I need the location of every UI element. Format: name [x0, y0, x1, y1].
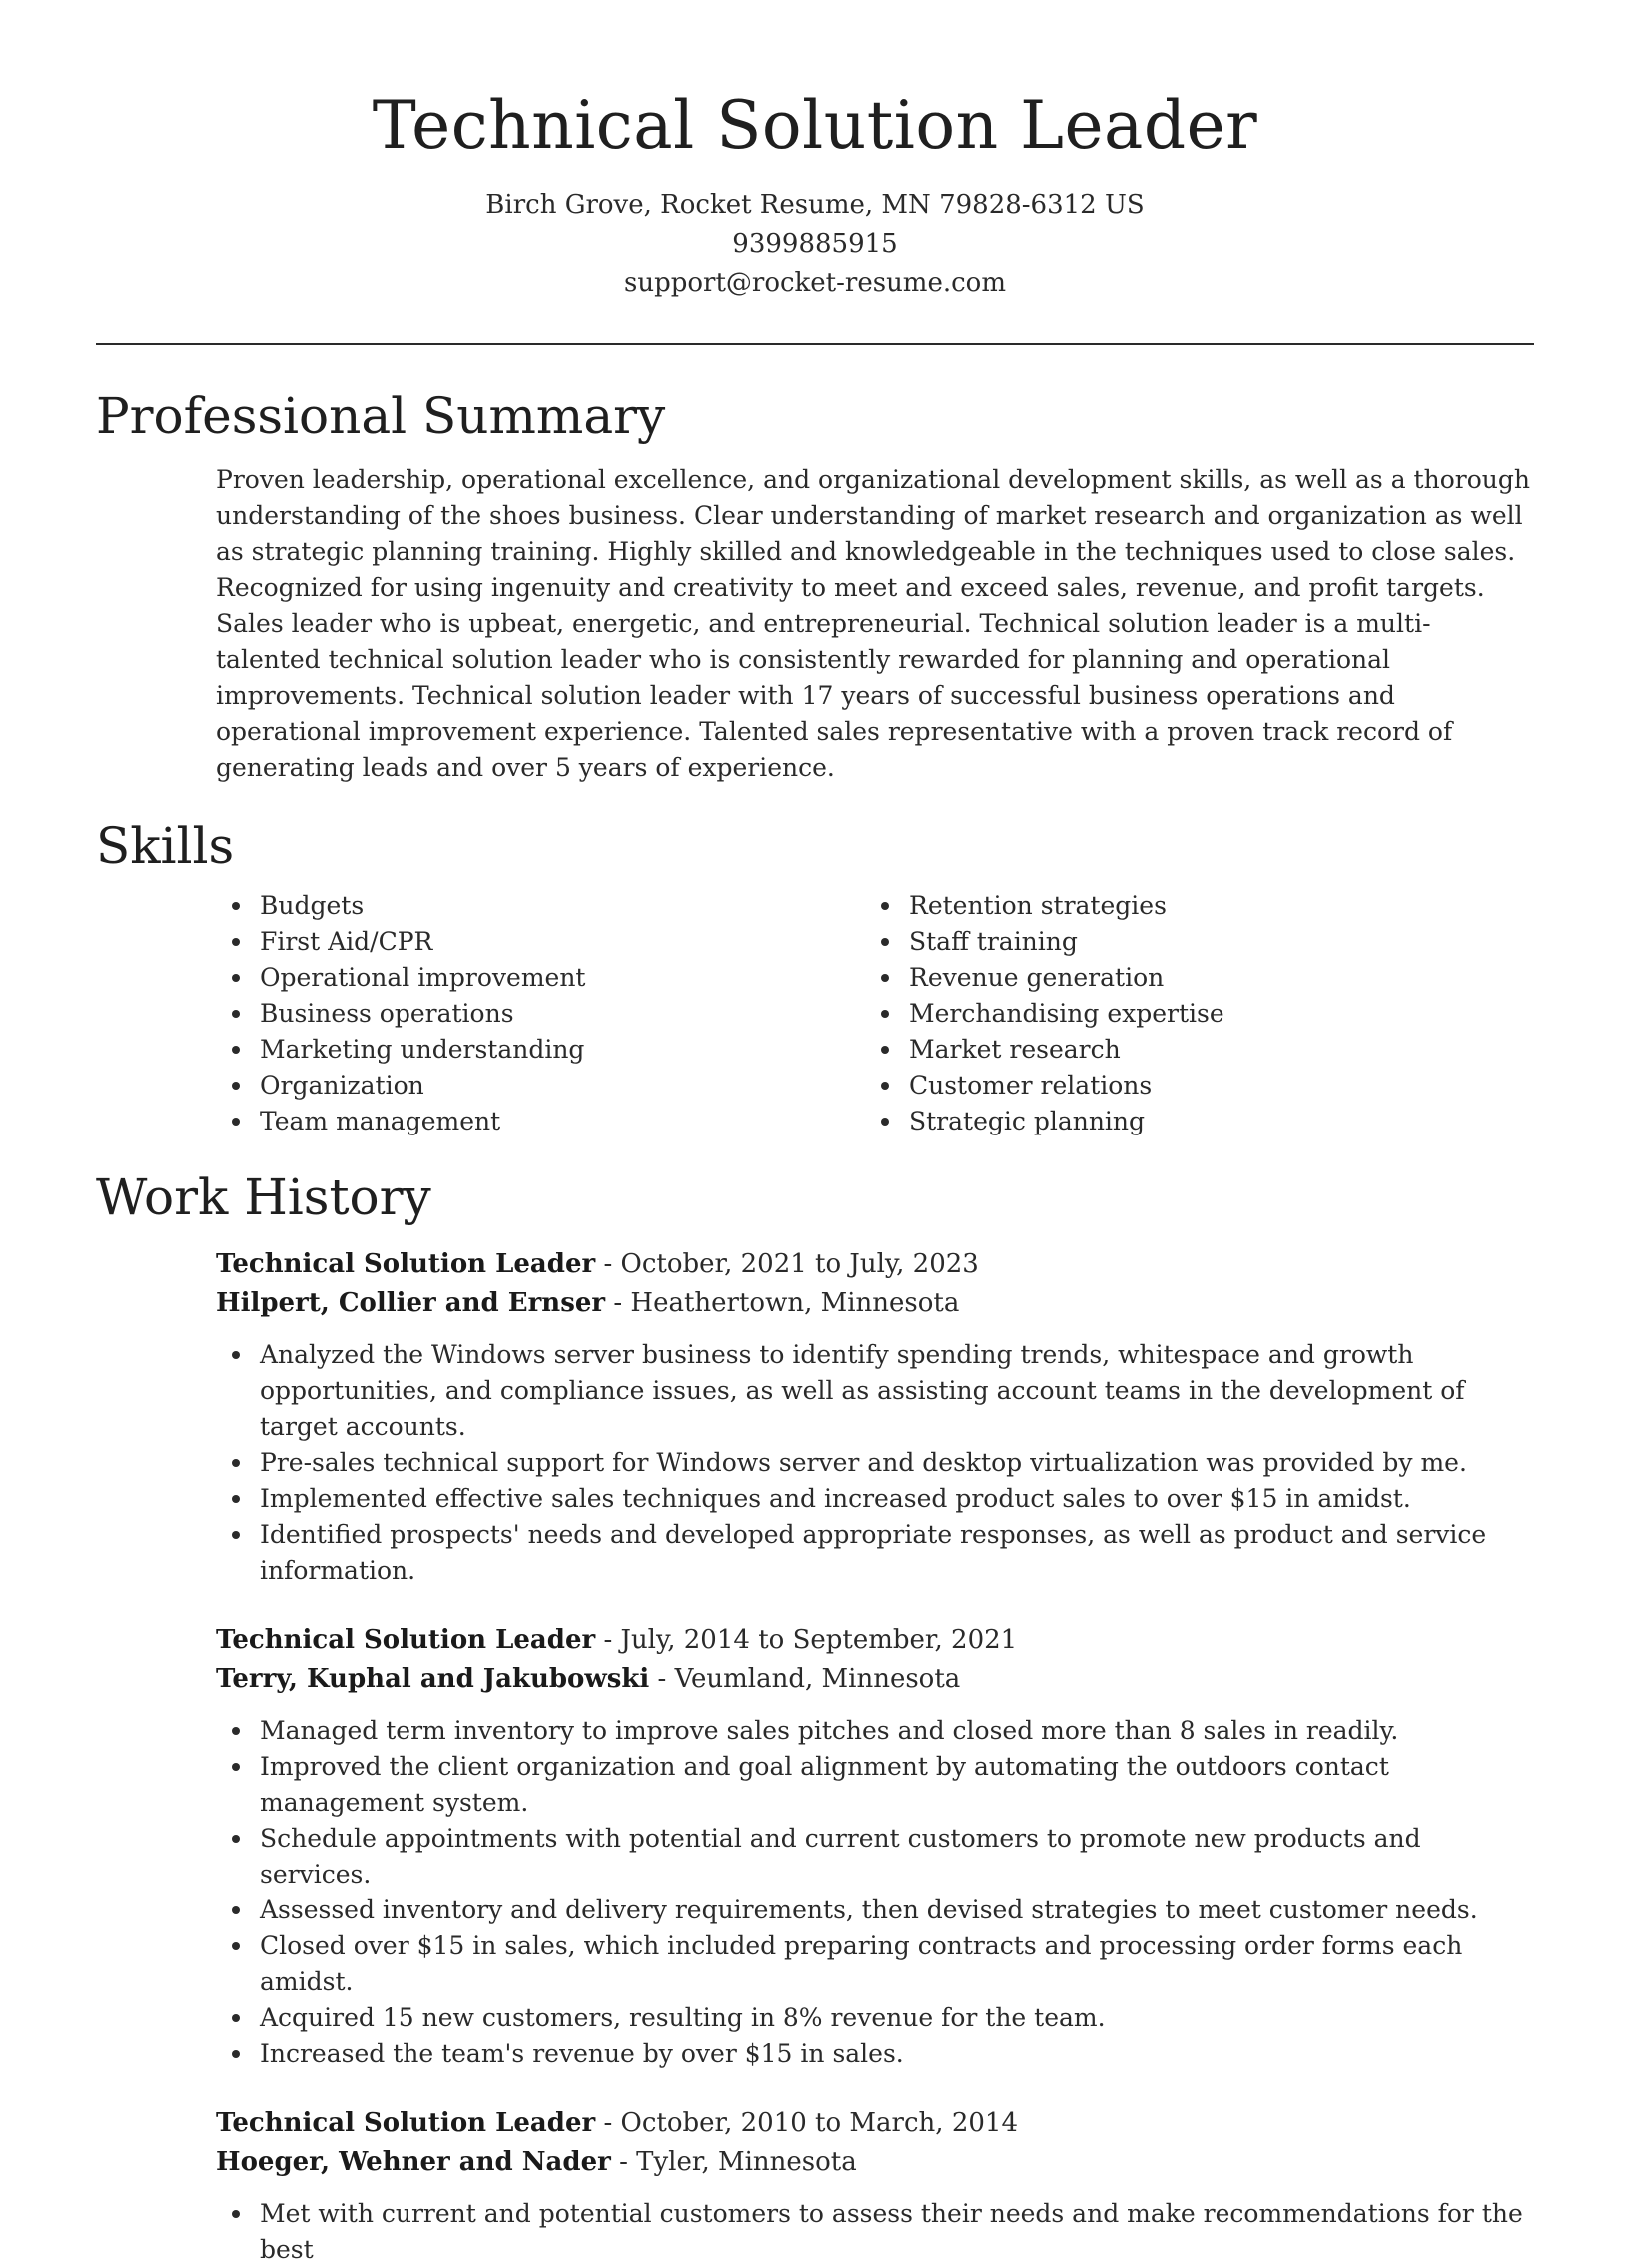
job-dates: - July, 2014 to September, 2021	[595, 1625, 1018, 1655]
address: Birch Grove, Rocket Resume, MN 79828-6312 US	[485, 190, 1145, 220]
job-bullet: Increased the team's revenue by over $15 in sales.	[216, 2036, 1534, 2072]
skill-item: Strategic planning	[865, 1104, 1514, 1139]
skill-item: Staff training	[865, 924, 1514, 960]
skill-item: Customer relations	[865, 1068, 1514, 1104]
job-entry	[216, 1621, 1534, 2072]
job-entry	[216, 2104, 1534, 2268]
skill-item: Market research	[865, 1032, 1514, 1068]
job-location: - Heathertown, Minnesota	[605, 1288, 960, 1318]
skill-item: Operational improvement	[216, 960, 865, 996]
skill-item: Team management	[216, 1104, 865, 1139]
job-bullet: Schedule appointments with potential and current customers to promote new products and services.	[216, 1821, 1534, 1892]
skill-item: Budgets	[216, 888, 865, 924]
resume-header	[96, 0, 1534, 303]
phone: 9399885915	[732, 229, 898, 259]
skills-list	[216, 888, 1534, 1139]
job-bullet: Met with current and potential customers to assess their needs and make recommendations for the best	[216, 2196, 1534, 2268]
job-company-line	[216, 1284, 1534, 1323]
summary-heading: Professional Summary	[96, 387, 666, 445]
header-divider	[96, 343, 1534, 345]
job-position: Technical Solution Leader	[216, 1249, 596, 1279]
skill-item: Marketing understanding	[216, 1032, 865, 1068]
job-bullet: Analyzed the Windows server business to identify spending trends, whitespace and growth opportunities, and compliance issues, as well as assisting account teams in the development of target accounts.	[216, 1337, 1534, 1445]
job-location: - Tyler, Minnesota	[610, 2147, 857, 2177]
job-bullets	[216, 2196, 1534, 2268]
skill-item: Merchandising expertise	[865, 996, 1514, 1032]
candidate-name: Technical Solution Leader	[372, 87, 1258, 164]
job-bullet: Managed term inventory to improve sales pitches and closed more than 8 sales in readily.	[216, 1713, 1534, 1749]
job-title-line	[216, 1621, 1534, 1660]
job-bullet: Improved the client organization and goal alignment by automating the outdoors contact management system.	[216, 1749, 1534, 1821]
job-dates: - October, 2010 to March, 2014	[595, 2108, 1018, 2138]
skills-column-left	[216, 888, 865, 1139]
job-company: Terry, Kuphal and Jakubowski	[216, 1664, 650, 1694]
job-bullet: Closed over $15 in sales, which included preparing contracts and processing order forms each amidst.	[216, 1928, 1534, 2000]
email: support@rocket-resume.com	[623, 268, 1006, 298]
skill-item: Organization	[216, 1068, 865, 1104]
resume-page	[96, 0, 1534, 2268]
skill-item: Business operations	[216, 996, 865, 1032]
job-position: Technical Solution Leader	[216, 1625, 596, 1655]
summary-text: Proven leadership, operational excellence, and organizational development skills, as well as a thorough understanding of the shoes business. Clear understanding of market research and organization as well as strategic planning training. Highly skilled and knowledgeable in the techniques used to close sales. Recognized for using ingenuity and creativity to meet and exceed sales, revenue, and profit targets. Sales leader who is upbeat, energetic, and entrepreneurial. Technical solution leader is a multi-talented technical solution leader who is consistently rewarded for planning and operational improvements. Technical solution leader with 17 years of successful business operations and operational improvement experience. Talented sales representative with a proven track record of generating leads and over 5 years of experience.	[216, 465, 1530, 782]
job-bullet: Acquired 15 new customers, resulting in 8% revenue for the team.	[216, 2000, 1534, 2036]
job-bullet: Pre-sales technical support for Windows server and desktop virtualization was provided by me.	[216, 1445, 1534, 1481]
job-dates: - October, 2021 to July, 2023	[595, 1249, 979, 1279]
skills-heading: Skills	[96, 817, 235, 875]
job-title-line	[216, 1245, 1534, 1284]
job-entry	[216, 1245, 1534, 1589]
job-position: Technical Solution Leader	[216, 2108, 596, 2138]
skill-item: Retention strategies	[865, 888, 1514, 924]
job-location: - Veumland, Minnesota	[649, 1664, 961, 1694]
skill-item: Revenue generation	[865, 960, 1514, 996]
contact-block	[96, 186, 1534, 303]
skill-item: First Aid/CPR	[216, 924, 865, 960]
job-bullet: Assessed inventory and delivery requirements, then devised strategies to meet customer needs.	[216, 1892, 1534, 1928]
skills-column-right	[865, 888, 1514, 1139]
job-company-line	[216, 2143, 1534, 2182]
job-bullet: Identified prospects' needs and developed appropriate responses, as well as product and service information.	[216, 1517, 1534, 1589]
job-company-line	[216, 1660, 1534, 1699]
job-bullet: Implemented effective sales techniques and increased product sales to over $15 in amidst.	[216, 1481, 1534, 1517]
work-history-heading: Work History	[96, 1168, 431, 1226]
job-title-line	[216, 2104, 1534, 2143]
job-company: Hilpert, Collier and Ernser	[216, 1288, 606, 1318]
job-company: Hoeger, Wehner and Nader	[216, 2147, 611, 2177]
job-bullets	[216, 1337, 1534, 1589]
job-bullets	[216, 1713, 1534, 2072]
